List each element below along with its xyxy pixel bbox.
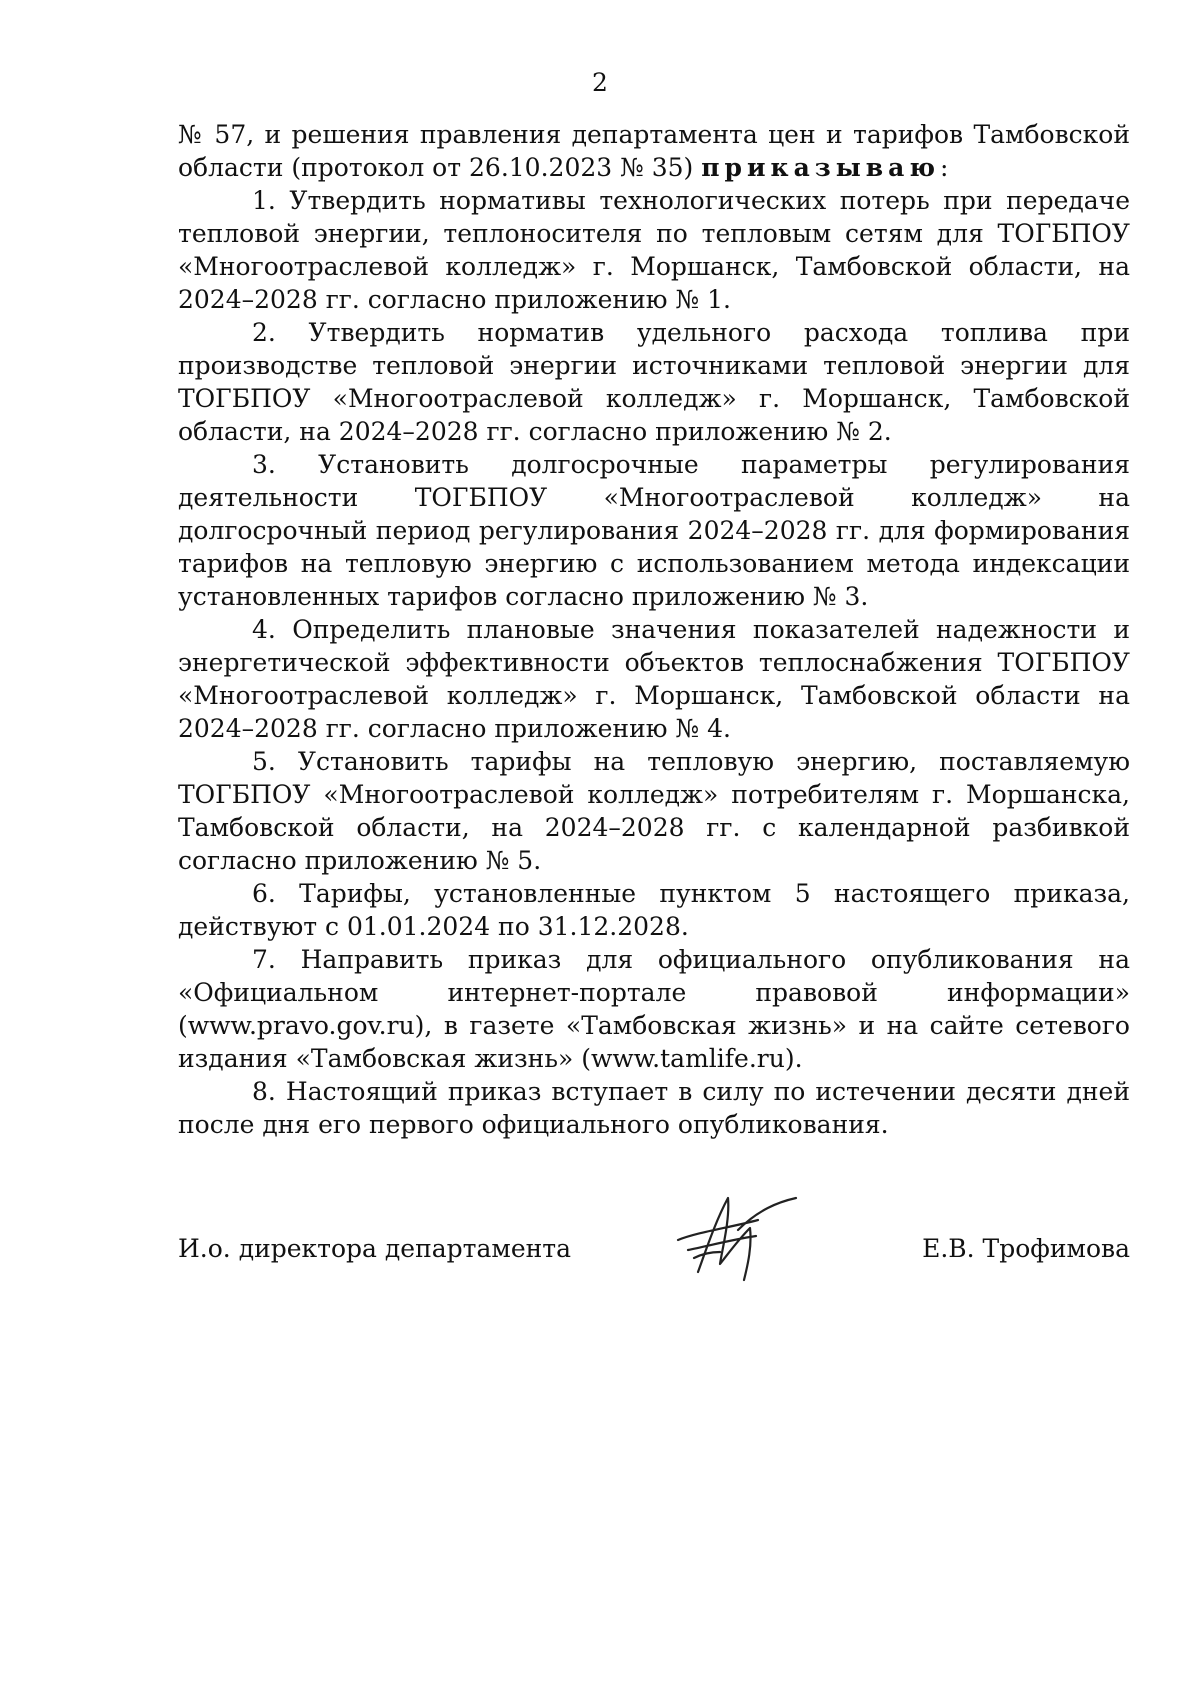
signatory-role: И.о. директора департамента [178, 1234, 572, 1263]
handwritten-signature [668, 1180, 808, 1290]
item-2: 2. Утвердить норматив удельного расхода топлива при производстве тепловой энергии источниками тепловой энергии для ТОГБПОУ «Многоотраслевой колледж» г. Моршанск, Тамбовской области, на 2024–2028 гг. согласно приложению № 2. [178, 318, 1130, 446]
item-7: 7. Направить приказ для официального опубликования на «Официальном интернет-портале правовой информации» (www.pravo.gov.ru), в газете «Тамбовская жизнь» и на сайте сетевого издания «Тамбовская жизнь» (www.tamlife.ru). [178, 945, 1130, 1073]
intro-colon: : [940, 153, 949, 182]
page-number: 2 [592, 68, 608, 97]
document-body [178, 118, 1130, 1141]
item-6: 6. Тарифы, установленные пунктом 5 настоящего приказа, действуют с 01.01.2024 по 31.12.2028. [178, 879, 1130, 941]
signatory-name: Е.В. Трофимова [922, 1234, 1130, 1263]
item-5: 5. Установить тарифы на тепловую энергию, поставляемую ТОГБПОУ «Многоотраслевой колледж» потребителям г. Моршанска, Тамбовской области, на 2024–2028 гг. с календарной разбивкой согласно приложению № 5. [178, 747, 1130, 875]
item-3: 3. Установить долгосрочные параметры регулирования деятельности ТОГБПОУ «Многоотраслевой колледж» на долгосрочный период регулирования 2024–2028 гг. для формирования тарифов на тепловую энергию с использованием метода индексации установленных тарифов согласно приложению № 3. [178, 450, 1130, 611]
item-1: 1. Утвердить нормативы технологических потерь при передаче тепловой энергии, теплоносителя по тепловым сетям для ТОГБПОУ «Многоотраслевой колледж» г. Моршанск, Тамбовской области, на 2024–2028 гг. согласно приложению № 1. [178, 186, 1130, 314]
signature-row [178, 1222, 1130, 1302]
item-4: 4. Определить плановые значения показателей надежности и энергетической эффективности объектов теплоснабжения ТОГБПОУ «Многоотраслевой колледж» г. Моршанск, Тамбовской области на 2024–2028 гг. согласно приложению № 4. [178, 615, 1130, 743]
intro-text: № 57, и решения правления департамента цен и тарифов Тамбовской области (протокол от 26.10.2023 № 35) [178, 120, 1130, 182]
decree-word: приказываю [701, 153, 941, 182]
intro-paragraph [178, 118, 1130, 184]
item-8: 8. Настоящий приказ вступает в силу по истечении десяти дней после дня его первого официального опубликования. [178, 1077, 1130, 1139]
